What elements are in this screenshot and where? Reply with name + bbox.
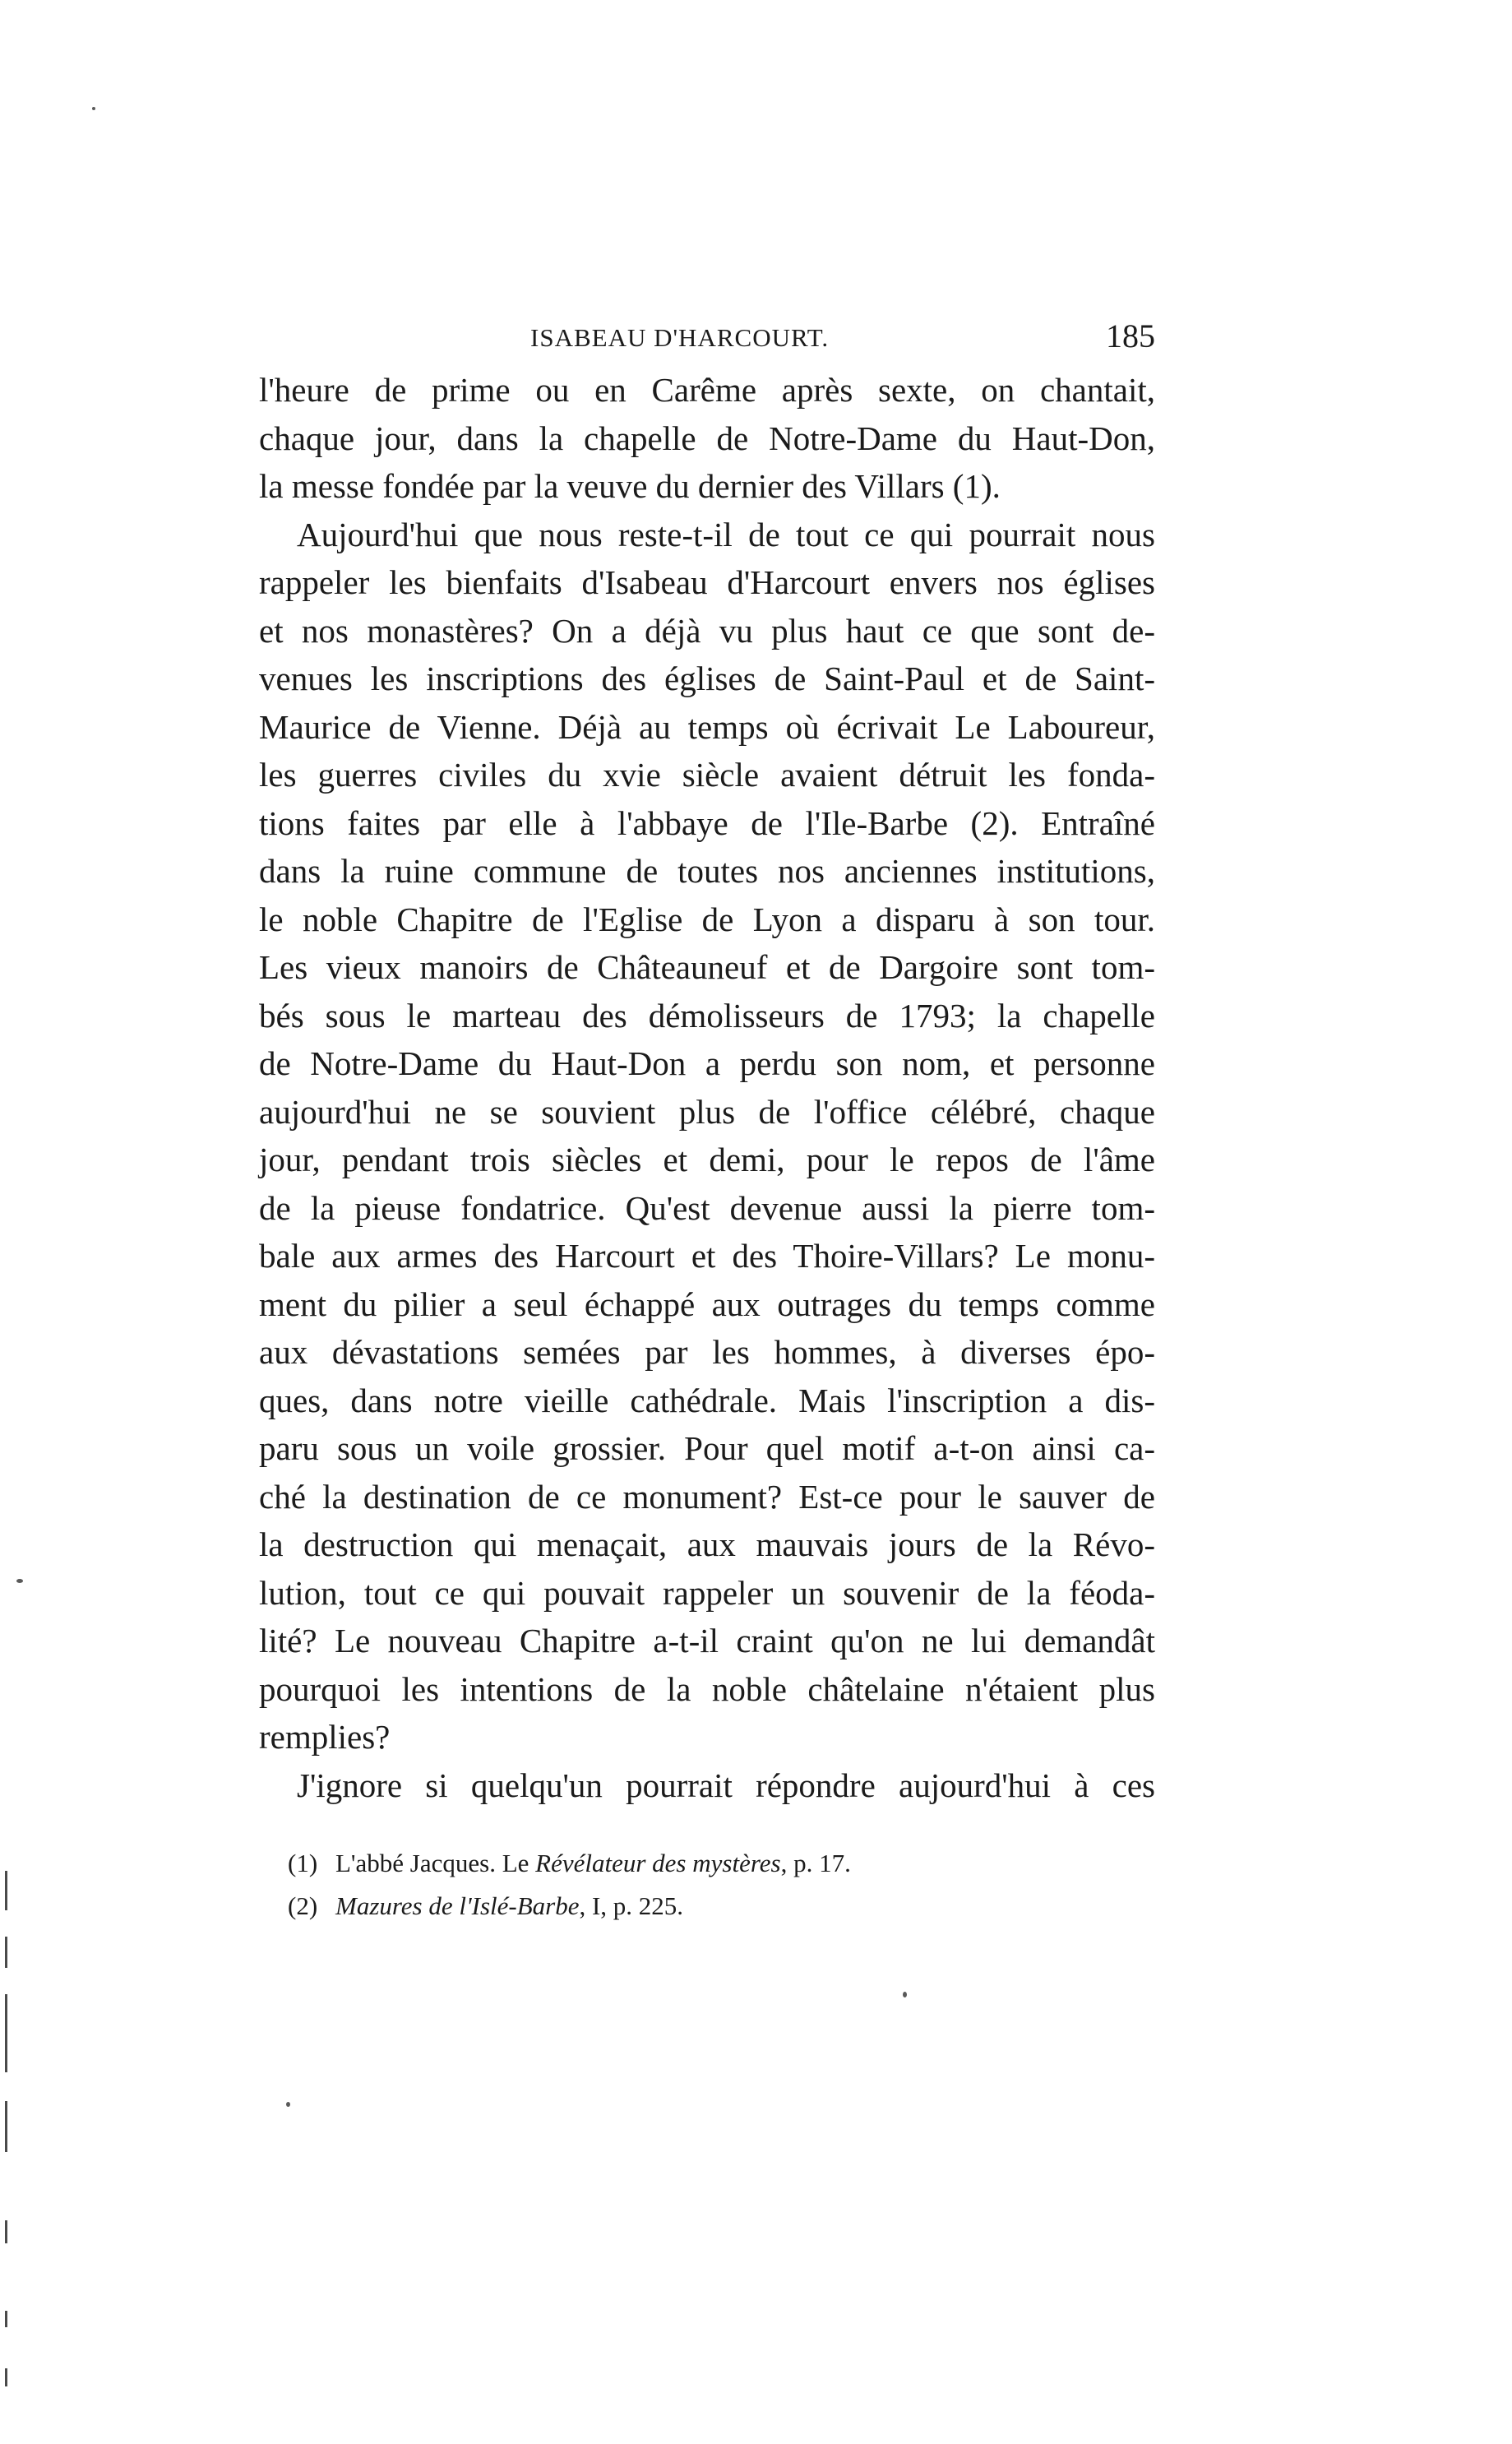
page-header xyxy=(259,317,1155,366)
footnote-reference: , p. 17. xyxy=(780,1849,851,1877)
text-line: ché la destination de ce monument? Est-ce pour le sauver de xyxy=(259,1477,1155,1516)
text-line: rappeler les bienfaits d'Isabeau d'Harcourt envers nos églises xyxy=(259,563,1155,601)
running-head: ISABEAU D'HARCOURT. xyxy=(530,323,830,352)
footnote-title: Mazures de l'Islé-Barbe xyxy=(335,1891,580,1920)
footnote-title: Révélateur des mystères xyxy=(535,1849,781,1877)
scan-margin-mark xyxy=(5,2368,7,2386)
text-line: aux dévastations semées par les hommes, à diverses épo- xyxy=(259,1333,1155,1371)
text-line: la destruction qui menaçait, aux mauvais jours de la Révo- xyxy=(259,1525,1155,1563)
text-line: ment du pilier a seul échappé aux outrages du temps comme xyxy=(259,1284,1155,1323)
text-line: lité? Le nouveau Chapitre a-t-il craint qu'on ne lui demandât xyxy=(259,1622,1155,1659)
text-line: J'ignore si quelqu'un pourrait répondre aujourd'hui à ces xyxy=(297,1766,1155,1804)
text-line: Les vieux manoirs de Châteauneuf et de Dargoire sont tom- xyxy=(259,948,1155,986)
footnote xyxy=(288,1842,1028,1885)
text-line: ques, dans notre vieille cathédrale. Mais l'inscription a dis- xyxy=(259,1381,1155,1419)
scan-margin-mark xyxy=(5,2220,7,2243)
text-line: paru sous un voile grossier. Pour quel motif a-t-on ainsi ca- xyxy=(259,1429,1155,1467)
text-line: chaque jour, dans la chapelle de Notre-Dame du Haut-Don, xyxy=(259,419,1155,457)
scan-speck xyxy=(903,1992,907,1997)
text-line: Aujourd'hui que nous reste-t-il de tout ce qui pourrait nous xyxy=(297,515,1155,553)
text-line: la messe fondée par la veuve du dernier des Villars (1). xyxy=(259,467,1001,505)
footnote-text: L'abbé Jacques. Le xyxy=(335,1849,536,1877)
scan-margin-mark xyxy=(5,1871,7,1910)
text-line: jour, pendant trois siècles et demi, pour le repos de l'âme xyxy=(259,1141,1155,1178)
page-number: 185 xyxy=(1106,317,1155,354)
text-line: de Notre-Dame du Haut-Don a perdu son nom, et personne xyxy=(259,1044,1155,1082)
body-text xyxy=(259,366,1155,1809)
scan-speck xyxy=(92,107,95,110)
text-line: Maurice de Vienne. Déjà au temps où écrivait Le Laboureur, xyxy=(259,707,1155,746)
text-line: l'heure de prime ou en Carême après sexte, on chantait, xyxy=(259,371,1155,409)
scan-speck xyxy=(286,2102,290,2107)
scan-margin-mark xyxy=(5,1994,7,2072)
text-line: bés sous le marteau des démolisseurs de 1793; la chapelle xyxy=(259,996,1155,1035)
scan-margin-mark xyxy=(5,1937,7,1968)
text-line: remplies? xyxy=(259,1718,391,1756)
scan-margin-mark xyxy=(5,2311,7,2327)
text-line: le noble Chapitre de l'Eglise de Lyon a disparu à son tour. xyxy=(259,900,1155,938)
footnotes xyxy=(288,1842,1028,1928)
text-line: les guerres civiles du xvie siècle avaient détruit les fonda- xyxy=(259,756,1155,794)
text-line: et nos monastères? On a déjà vu plus haut ce que sont de- xyxy=(259,611,1155,650)
footnote xyxy=(288,1885,1028,1928)
text-line: aujourd'hui ne se souvient plus de l'office célébré, chaque xyxy=(259,1092,1155,1131)
footnote-reference: , I, p. 225. xyxy=(579,1891,684,1920)
text-line: bale aux armes des Harcourt et des Thoire-Villars? Le monu- xyxy=(259,1237,1155,1275)
scan-speck xyxy=(16,1579,23,1583)
text-line: lution, tout ce qui pouvait rappeler un souvenir de la féoda- xyxy=(259,1573,1155,1612)
text-line: dans la ruine commune de toutes nos anciennes institutions, xyxy=(259,852,1155,890)
scan-margin-mark xyxy=(5,2101,7,2152)
text-line: pourquoi les intentions de la noble châtelaine n'étaient plus xyxy=(259,1669,1155,1708)
footnote-number: (2) xyxy=(288,1891,318,1920)
text-line: venues les inscriptions des églises de Saint-Paul et de Saint- xyxy=(259,660,1155,697)
footnote-number: (1) xyxy=(288,1849,318,1877)
text-line: tions faites par elle à l'abbaye de l'Ile-Barbe (2). Entraîné xyxy=(259,803,1155,842)
text-line: de la pieuse fondatrice. Qu'est devenue aussi la pierre tom- xyxy=(259,1188,1155,1227)
